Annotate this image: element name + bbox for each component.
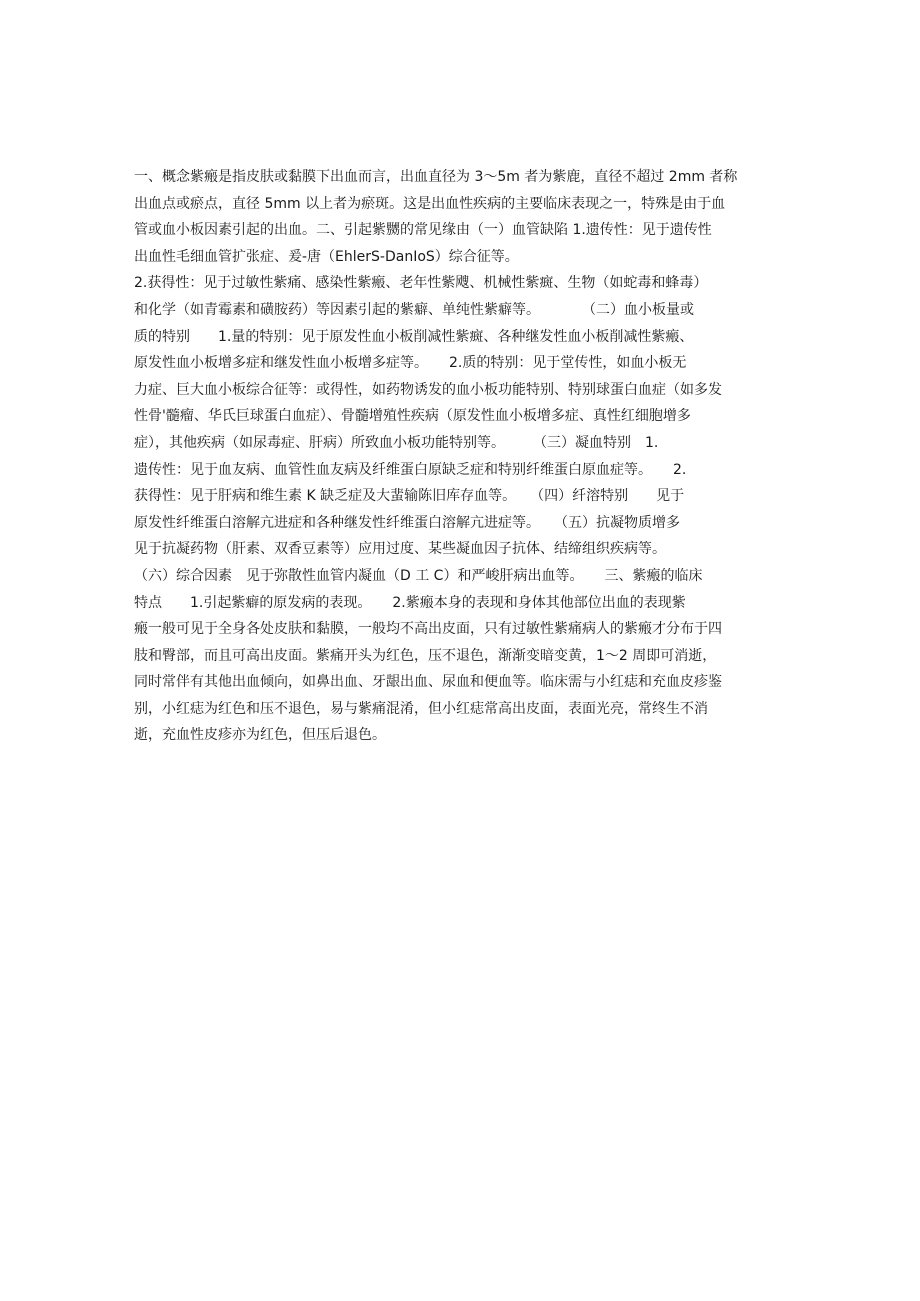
body-text bbox=[134, 164, 786, 749]
text-line: 见于抗凝药物（肝素、双香豆素等）应用过度、某些凝血因子抗体、结缔组织疾病等。 bbox=[134, 541, 666, 558]
text-line: 性骨'髓瘤、华氏巨球蛋白血症）、骨髓增殖性疾病（原发性血小板增多症、真性红细胞增多 bbox=[134, 408, 691, 425]
text-line: 管或血小板因素引起的出血。二、引起紫嬲的常见缘由（一）血管缺陷 1.遗传性：见于遗传性 bbox=[134, 222, 712, 239]
text-line: 瘢一般可见于全身各处皮肤和黏膜，一般均不高出皮面，只有过敏性紫痛病人的紫瘢才分布于四 bbox=[134, 621, 722, 638]
text-line: 特点 1.引起紫癖的原发病的表现。 2.紫瘢本身的表现和身体其他部位出血的表现紫 bbox=[134, 594, 686, 611]
text-line: （六）综合因素 见于弥散性血管内凝血（D 工 C）和严峻肝病出血等。 三、紫瘢的临床 bbox=[134, 567, 703, 584]
text-line: 和化学（如青霉素和磺胺药）等因素引起的紫癖、单纯性紫癖等。 （二）血小板量或 bbox=[134, 301, 694, 318]
text-line: 症），其他疾病（如尿毒症、肝病）所致血小板功能特别等。 （三）凝血特别 1. bbox=[134, 434, 659, 451]
text-line: 肢和臀部，而且可高出皮面。紫痛开头为红色，压不退色，渐渐变暗变黄，1～2 周即可消逝， bbox=[134, 647, 717, 664]
text-line: 遗传性：见于血友病、血管性血友病及纤维蛋白原缺乏症和特别纤维蛋白原血症等。 2. bbox=[134, 461, 687, 478]
text-line: 2.获得性：见于过敏性紫痛、感染性紫瘢、老年性紫飕、机械性紫癍、生物（如蛇毒和蜂毒） bbox=[134, 275, 708, 292]
text-line: 获得性：见于肝病和维生素 K 缺乏症及大蜚输陈旧库存血等。 （四）纤溶特别 见于 bbox=[134, 488, 685, 505]
text-line: 出血点或瘀点，直径 5mm 以上者为瘀斑。这是出血性疾病的主要临床表现之一，特殊是由于血 bbox=[134, 195, 726, 212]
text-line: 逝，充血性皮疹亦为红色，但压后退色。 bbox=[134, 727, 386, 744]
text-line: 原发性纤维蛋白溶解亢进症和各种继发性纤维蛋白溶解亢进症等。 （五）抗凝物质增多 bbox=[134, 514, 680, 531]
text-line: 力症、巨大血小板综合征等：或得性，如药物诱发的血小板功能特别、特别球蛋白血症（如多发 bbox=[134, 381, 722, 398]
text-line: 一、概念紫瘢是指皮肤或黏膜下出血而言，出血直径为 3～5m 者为紫鹿，直径不超过 2mm 者称 bbox=[134, 169, 738, 185]
text-line: 原发性血小板增多症和继发性血小板增多症等。 2.质的特别：见于堂传性，如血小板无 bbox=[134, 355, 687, 372]
text-line: 同时常伴有其他出血倾向，如鼻出血、牙龈出血、尿血和便血等。临床需与小红痣和充血皮疹鉴 bbox=[134, 674, 722, 691]
text-line: 别，小红痣为红色和压不退色，易与紫痛混淆，但小红痣常高出皮面，表面光亮，常终生不消 bbox=[134, 700, 708, 717]
text-line: 质的特别 1.量的特别：见于原发性血小板削减性紫癍、各种继发性血小板削减性紫瘢、 bbox=[134, 328, 694, 345]
text-line: 出血性毛细血管扩张症、爰-唐（EhlerS-DanIoS）综合征等。 bbox=[134, 248, 519, 265]
